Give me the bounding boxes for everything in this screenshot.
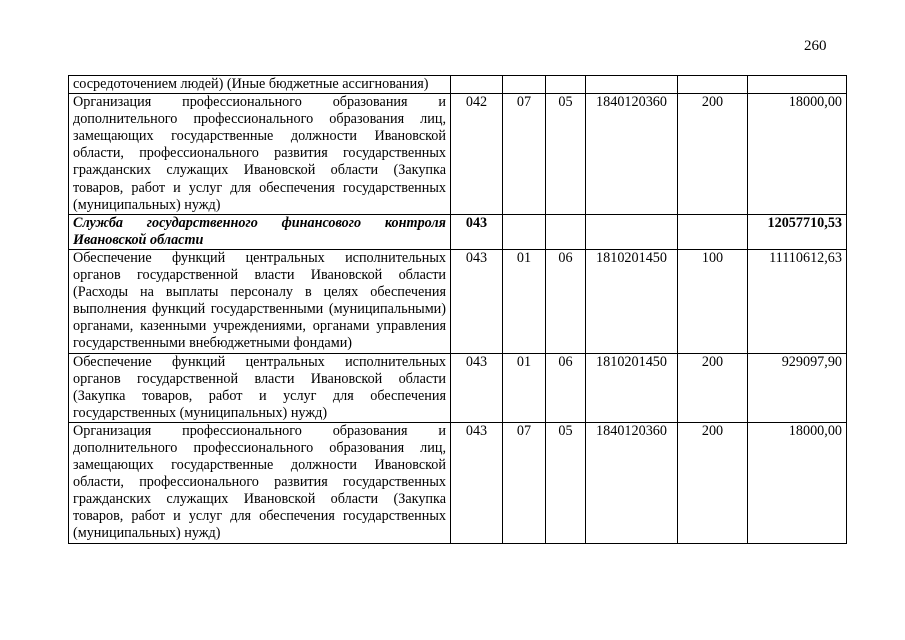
section-code: 07	[503, 94, 546, 215]
expense-type-code: 200	[678, 422, 748, 543]
subsection-code: 06	[546, 353, 586, 422]
section-code	[503, 214, 546, 249]
subsection-code: 06	[546, 249, 586, 353]
expense-type-code: 200	[678, 353, 748, 422]
grbs-code: 042	[451, 94, 503, 215]
grbs-code: 043	[451, 353, 503, 422]
table-row	[69, 76, 847, 94]
subsection-code	[546, 214, 586, 249]
expense-name: Обеспечение функций центральных исполнительных органов государственной власти Ивановской области (Расходы на выплаты персоналу в целях обеспечения выполнения функций государственными (муниципальными) органами, казенными учреждениями, органами управления государственными внебюджетными фондами)	[69, 249, 451, 353]
subsection-code: 05	[546, 422, 586, 543]
expense-type-code: 100	[678, 249, 748, 353]
section-code: 01	[503, 249, 546, 353]
table-row-department	[69, 214, 847, 249]
department-name: Служба государственного финансового контроля Ивановской области	[69, 214, 451, 249]
section-code	[503, 76, 546, 94]
expense-type-code	[678, 214, 748, 249]
expense-type-code	[678, 76, 748, 94]
amount: 929097,90	[748, 353, 847, 422]
table-row	[69, 94, 847, 215]
grbs-code	[451, 76, 503, 94]
target-article-code: 1840120360	[586, 422, 678, 543]
amount: 18000,00	[748, 94, 847, 215]
section-code: 01	[503, 353, 546, 422]
table-row	[69, 422, 847, 543]
amount	[748, 76, 847, 94]
subsection-code	[546, 76, 586, 94]
amount: 18000,00	[748, 422, 847, 543]
table-row	[69, 249, 847, 353]
expense-name: Обеспечение функций центральных исполнительных органов государственной власти Ивановской области (Закупка товаров, работ и услуг для обеспечения государственных (муниципальных) нужд)	[69, 353, 451, 422]
target-article-code: 1840120360	[586, 94, 678, 215]
section-code: 07	[503, 422, 546, 543]
expense-name: Организация профессионального образования и дополнительного профессионального образования лиц, замещающих государственные должности Ивановской области, профессионального развития государственных гражданских служащих Ивановской области (Закупка товаров, работ и услуг для обеспечения государственных (муниципальных) нужд)	[69, 94, 451, 215]
target-article-code: 1810201450	[586, 353, 678, 422]
target-article-code	[586, 214, 678, 249]
department-total: 12057710,53	[748, 214, 847, 249]
expense-type-code: 200	[678, 94, 748, 215]
target-article-code: 1810201450	[586, 249, 678, 353]
table-row	[69, 353, 847, 422]
amount: 11110612,63	[748, 249, 847, 353]
expense-name: сосредоточением людей) (Иные бюджетные ассигнования)	[69, 76, 451, 94]
grbs-code: 043	[451, 422, 503, 543]
budget-table	[68, 75, 847, 544]
page-number: 260	[804, 38, 827, 54]
grbs-code: 043	[451, 214, 503, 249]
expense-name: Организация профессионального образования и дополнительного профессионального образования лиц, замещающих государственные должности Ивановской области, профессионального развития государственных гражданских служащих Ивановской области (Закупка товаров, работ и услуг для обеспечения государственных (муниципальных) нужд)	[69, 422, 451, 543]
subsection-code: 05	[546, 94, 586, 215]
target-article-code	[586, 76, 678, 94]
grbs-code: 043	[451, 249, 503, 353]
